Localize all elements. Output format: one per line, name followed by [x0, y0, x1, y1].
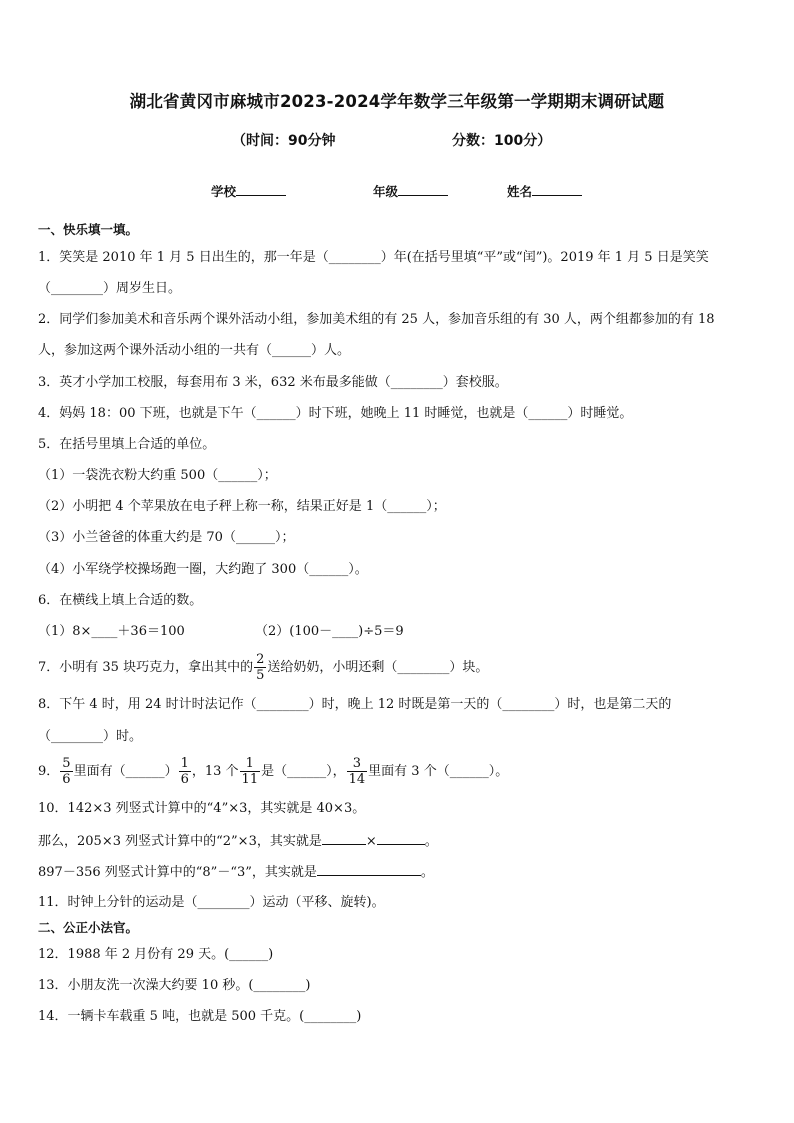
- q9-text-2: 里面有（______）: [73, 764, 178, 779]
- q5-sub1: （1）一袋洗衣粉大约重 500（______）；: [38, 468, 277, 483]
- q10-line2: [38, 830, 438, 852]
- grade-label: 年级: [373, 184, 399, 199]
- q8-line1: 8．下午 4 时，用 24 时计时法记作（________）时，晚上 12 时既是第一天的（________）时，也是第二天的: [38, 697, 672, 712]
- q5-sub4: （4）小军绕学校操场跑一圈，大约跑了 300（______）。: [38, 562, 368, 577]
- q6-sub1: （1）8×____＋36＝100: [38, 624, 185, 639]
- q9-f2-num: 1: [180, 756, 189, 771]
- student-info: [0, 181, 794, 201]
- q4: 4．妈妈 18：00 下班，也就是下午（______）时下班，她晚上 11 时睡觉，也就是（______）时睡觉。: [38, 406, 633, 421]
- q10-blank-1[interactable]: [322, 830, 366, 845]
- q11: 11．时钟上分针的运动是（________）运动（平移、旋转)。: [38, 895, 385, 910]
- q10-line3-text: 897－356 列竖式计算中的“8”－“3”，其实就是: [38, 865, 317, 880]
- q9-f4-den: 14: [348, 772, 366, 787]
- q10-line2-text: 那么，205×3 列竖式计算中的“2”×3，其实就是: [38, 834, 322, 849]
- q5-sub3: （3）小兰爸爸的体重大约是 70（______）；: [38, 530, 295, 545]
- q1-line1: 1．笑笑是 2010 年 1 月 5 日出生的，那一年是（________）年(在括号里填“平”或“闰”)。2019 年 1 月 5 日是笑笑: [38, 250, 709, 265]
- q6-sub2: （2）(100－____)÷5＝9: [255, 624, 404, 639]
- q3: 3．英才小学加工校服，每套用布 3 米，632 米布最多能做（________）套校服。: [38, 375, 508, 390]
- q10-line3: [38, 861, 434, 883]
- q9-text-4: 是（______），: [261, 764, 346, 779]
- q7-fraction: [254, 652, 266, 683]
- school-blank[interactable]: [236, 181, 286, 196]
- q9-fraction-4: [347, 756, 368, 787]
- q7-text-post: 送给奶奶，小明还剩（________）块。: [267, 660, 489, 675]
- q10-blank-3[interactable]: [317, 861, 421, 876]
- q12: 12．1988 年 2 月份有 29 天。(______): [38, 947, 274, 962]
- section1-heading: 一、快乐填一填。: [38, 222, 139, 237]
- q9-f2-den: 6: [180, 772, 189, 787]
- q9-f1-num: 5: [62, 756, 71, 771]
- exam-subtitle: [0, 130, 794, 150]
- q13: 13．小朋友洗一次澡大约要 10 秒。(________): [38, 978, 311, 993]
- q10-times: ×: [365, 834, 377, 849]
- q5-stem: 5．在括号里填上合适的单位。: [38, 437, 216, 452]
- q9-f3-den: 11: [241, 772, 259, 787]
- q2-line1: 2．同学们参加美术和音乐两个课外活动小组，参加美术组的有 25 人，参加音乐组的有 30 人，两个组都参加的有 18: [38, 312, 715, 327]
- q7: [38, 651, 488, 685]
- q10-line2-end: 。: [424, 834, 438, 849]
- q9-fraction-1: [60, 756, 72, 787]
- q10-line3-end: 。: [420, 865, 434, 880]
- school-field: [211, 181, 286, 200]
- q9-f4-num: 3: [347, 756, 368, 772]
- q1-line2: （________）周岁生日。: [38, 281, 182, 296]
- q7-fraction-den: 5: [256, 668, 265, 683]
- q7-fraction-num: 2: [256, 652, 265, 667]
- name-label: 姓名: [507, 184, 533, 199]
- exam-title: 湖北省黄冈市麻城市2023-2024学年数学三年级第一学期期末调研试题: [129, 92, 665, 111]
- grade-blank[interactable]: [398, 181, 448, 196]
- q9: [38, 755, 508, 789]
- q6-stem: 6．在横线上填上合适的数。: [38, 593, 203, 608]
- grade-field: [373, 181, 448, 200]
- q9-fraction-3: [240, 756, 261, 787]
- q9-text-5: 里面有 3 个（______）。: [368, 764, 509, 779]
- name-blank[interactable]: [532, 181, 582, 196]
- section2-heading: 二、公正小法官。: [38, 920, 139, 935]
- q9-f1-den: 6: [62, 772, 71, 787]
- q9-text-1: 9．: [38, 764, 60, 779]
- q8-line2: （________）时。: [38, 729, 143, 744]
- q10-blank-2[interactable]: [377, 830, 425, 845]
- q9-f3-num: 1: [240, 756, 261, 772]
- exam-time: （时间：90分钟: [232, 133, 336, 149]
- exam-score: 分数：100分）: [452, 133, 552, 149]
- q9-fraction-2: [179, 756, 191, 787]
- q10-line1: 10．142×3 列竖式计算中的“4”×3，其实就是 40×3。: [38, 801, 366, 816]
- q2-line2: 人，参加这两个课外活动小组的一共有（______）人。: [38, 343, 351, 358]
- school-label: 学校: [211, 184, 237, 199]
- q7-text-pre: 7．小明有 35 块巧克力，拿出其中的: [38, 660, 254, 675]
- name-field: [507, 181, 582, 200]
- q9-text-3: ，13 个: [191, 764, 239, 779]
- q5-sub2: （2）小明把 4 个苹果放在电子秤上称一称，结果正好是 1（______）；: [38, 499, 446, 514]
- q14: 14．一辆卡车载重 5 吨，也就是 500 千克。(________): [38, 1009, 362, 1024]
